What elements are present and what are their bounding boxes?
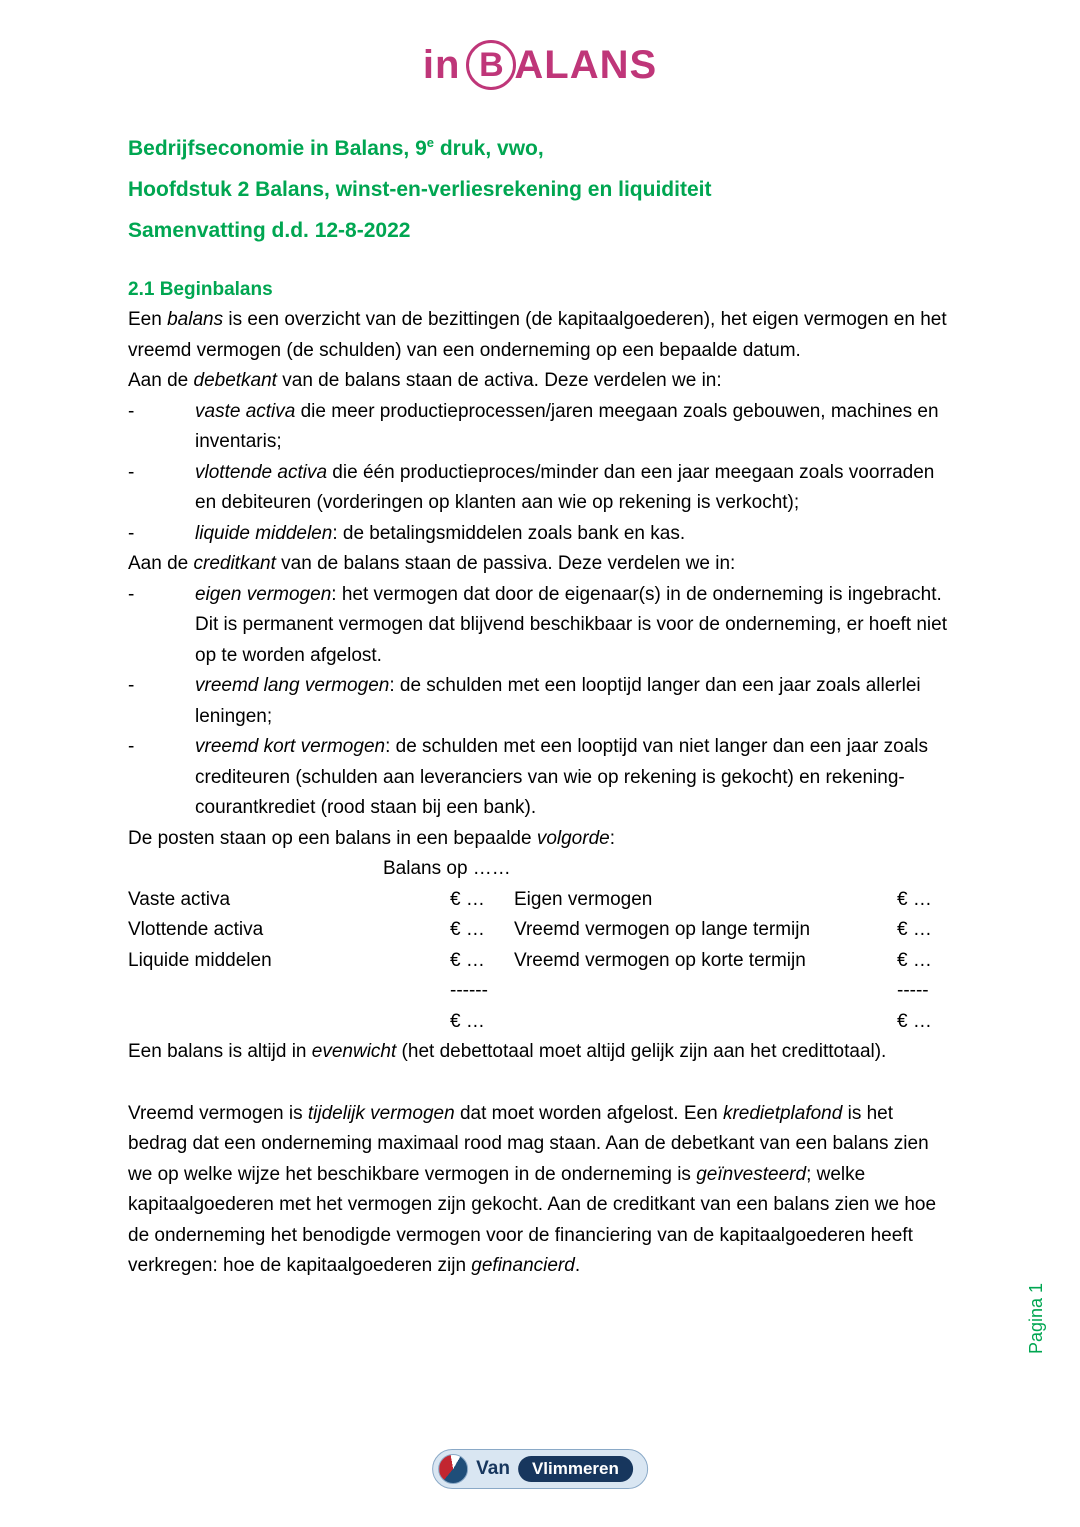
body-text	[128, 305, 952, 1282]
debit-label-empty	[128, 976, 450, 1007]
list-marker: -	[128, 522, 135, 544]
balance-rule-row	[128, 976, 952, 1007]
publisher-globe-icon	[438, 1454, 468, 1484]
title-line1-superscript: e	[426, 135, 435, 150]
title-line1-post: druk, vwo,	[434, 137, 544, 160]
list-item-text: eigen vermogen: het vermogen dat door de eigenaar(s) in de onderneming is ingebracht. Dit is permanent vermogen dat blijvend beschikbaar is voor de onderneming, er hoeft niet op te worden afgelost.	[195, 583, 947, 666]
debit-total: € …	[450, 1010, 485, 1032]
credit-label: Vreemd vermogen op korte termijn	[514, 949, 806, 971]
list-marker: -	[128, 583, 135, 605]
list-item-text: vreemd kort vermogen: de schulden met een looptijd van niet langer dan een jaar zoals crediteuren (schulden aan leveranciers van wie op rekening is gekocht) en rekening-courantkrediet (rood staan bij een bank).	[195, 736, 928, 818]
credit-total: € …	[897, 1010, 932, 1032]
balance-total-row	[128, 1007, 952, 1038]
publisher-name-vlimmeren: Vlimmeren	[518, 1456, 633, 1482]
list-marker: -	[128, 400, 135, 422]
title-line1-pre: Bedrijfseconomie in Balans, 9	[128, 137, 427, 160]
list-marker: -	[128, 675, 135, 696]
debit-amount: € …	[450, 949, 485, 971]
list-item-text: vlottende activa die één productieproces/minder dan een jaar meegaan zoals voorraden en debiteuren (vorderingen op klanten aan wie op rekening is verkocht);	[195, 461, 935, 513]
balance-row	[128, 946, 952, 977]
title-block	[128, 122, 952, 251]
credit-label-empty	[514, 976, 897, 1007]
balance-sheet	[128, 854, 952, 1037]
publisher-name-van: Van	[476, 1458, 510, 1479]
logo-text-in: in	[422, 42, 461, 87]
doc-title-line-1	[128, 122, 952, 169]
section-heading: 2.1 Beginbalans	[128, 279, 273, 300]
logo-b-circle-icon	[466, 40, 516, 90]
paragraph-volgorde: De posten staan op een balans in een bepaalde volgorde:	[128, 827, 615, 849]
list-item-vreemd-kort-vermogen	[128, 732, 952, 824]
list-item-liquide-middelen	[128, 519, 952, 550]
credit-amount: € …	[897, 919, 932, 940]
paragraph-creditkant: Aan de creditkant van de balans staan de passiva. Deze verdelen we in:	[128, 553, 736, 574]
debit-rule: ------	[450, 980, 488, 1001]
list-item-text: vreemd lang vermogen: de schulden met een looptijd langer dan een jaar zoals allerlei leningen;	[195, 675, 921, 727]
list-item-vaste-activa	[128, 397, 952, 458]
paragraph-vreemd-vermogen: Vreemd vermogen is tijdelijk vermogen dat moet worden afgelost. Een kredietplafond is het bedrag dat een onderneming maximaal rood mag staan. Aan de debetkant van een balans zien we op welke wijze het beschikbare vermogen in de onderneming is geïnvesteerd; welke kapitaalgoederen met het vermogen zijn gekocht. Aan de creditkant van een balans zien we hoe de onderneming het benodigde vermogen voor de financiering van de kapitaalgoederen heeft verkregen: hoe de kapitaalgoederen zijn gefinancierd.	[128, 1102, 937, 1276]
blank-line	[128, 1068, 952, 1099]
inbalans-logo	[128, 40, 952, 90]
list-item-eigen-vermogen	[128, 580, 952, 672]
list-item-vlottende-activa	[128, 458, 952, 519]
list-item-vreemd-lang-vermogen	[128, 671, 952, 732]
debit-amount: € …	[450, 919, 485, 940]
page-number-label: Pagina 1	[1025, 1282, 1046, 1355]
debit-label: Liquide middelen	[128, 949, 272, 971]
list-marker: -	[128, 736, 135, 757]
credit-label: Eigen vermogen	[514, 888, 653, 910]
logo-text-b: B	[479, 46, 504, 84]
credit-label: Vreemd vermogen op lange termijn	[514, 919, 811, 940]
debit-label: Vaste activa	[128, 888, 231, 910]
doc-title-line-2: Hoofdstuk 2 Balans, winst-en-verliesrekening en liquiditeit	[128, 178, 712, 201]
debit-label-empty	[128, 1007, 450, 1038]
paragraph-balans-definition: Een balans is een overzicht van de bezittingen (de kapitaalgoederen), het eigen vermogen en het vreemd vermogen (de schulden) van een onderneming op een bepaalde datum.	[128, 309, 947, 361]
paragraph-debetkant: Aan de debetkant van de balans staan de activa. Deze verdelen we in:	[128, 370, 722, 391]
balance-row	[128, 885, 952, 916]
van-vlimmeren-logo	[432, 1449, 648, 1489]
paragraph-evenwicht: Een balans is altijd in evenwicht (het debettotaal moet altijd gelijk zijn aan het credittotaal).	[128, 1041, 887, 1062]
balance-sheet-title: Balans op ……	[383, 858, 511, 879]
doc-title-line-3: Samenvatting d.d. 12-8-2022	[128, 219, 411, 242]
logo-text-alans: ALANS	[514, 42, 658, 87]
balance-row	[128, 915, 952, 946]
list-item-text: vaste activa die meer productieprocessen/jaren meegaan zoals gebouwen, machines en inventaris;	[195, 400, 939, 452]
debit-amount: € …	[450, 888, 485, 910]
list-marker: -	[128, 461, 135, 483]
credit-amount: € …	[897, 949, 932, 971]
credit-amount: € …	[897, 888, 932, 910]
credit-rule: -----	[897, 980, 929, 1001]
debit-label: Vlottende activa	[128, 919, 264, 940]
list-item-text: liquide middelen: de betalingsmiddelen zoals bank en kas.	[195, 522, 686, 544]
credit-label-empty	[514, 1007, 897, 1038]
